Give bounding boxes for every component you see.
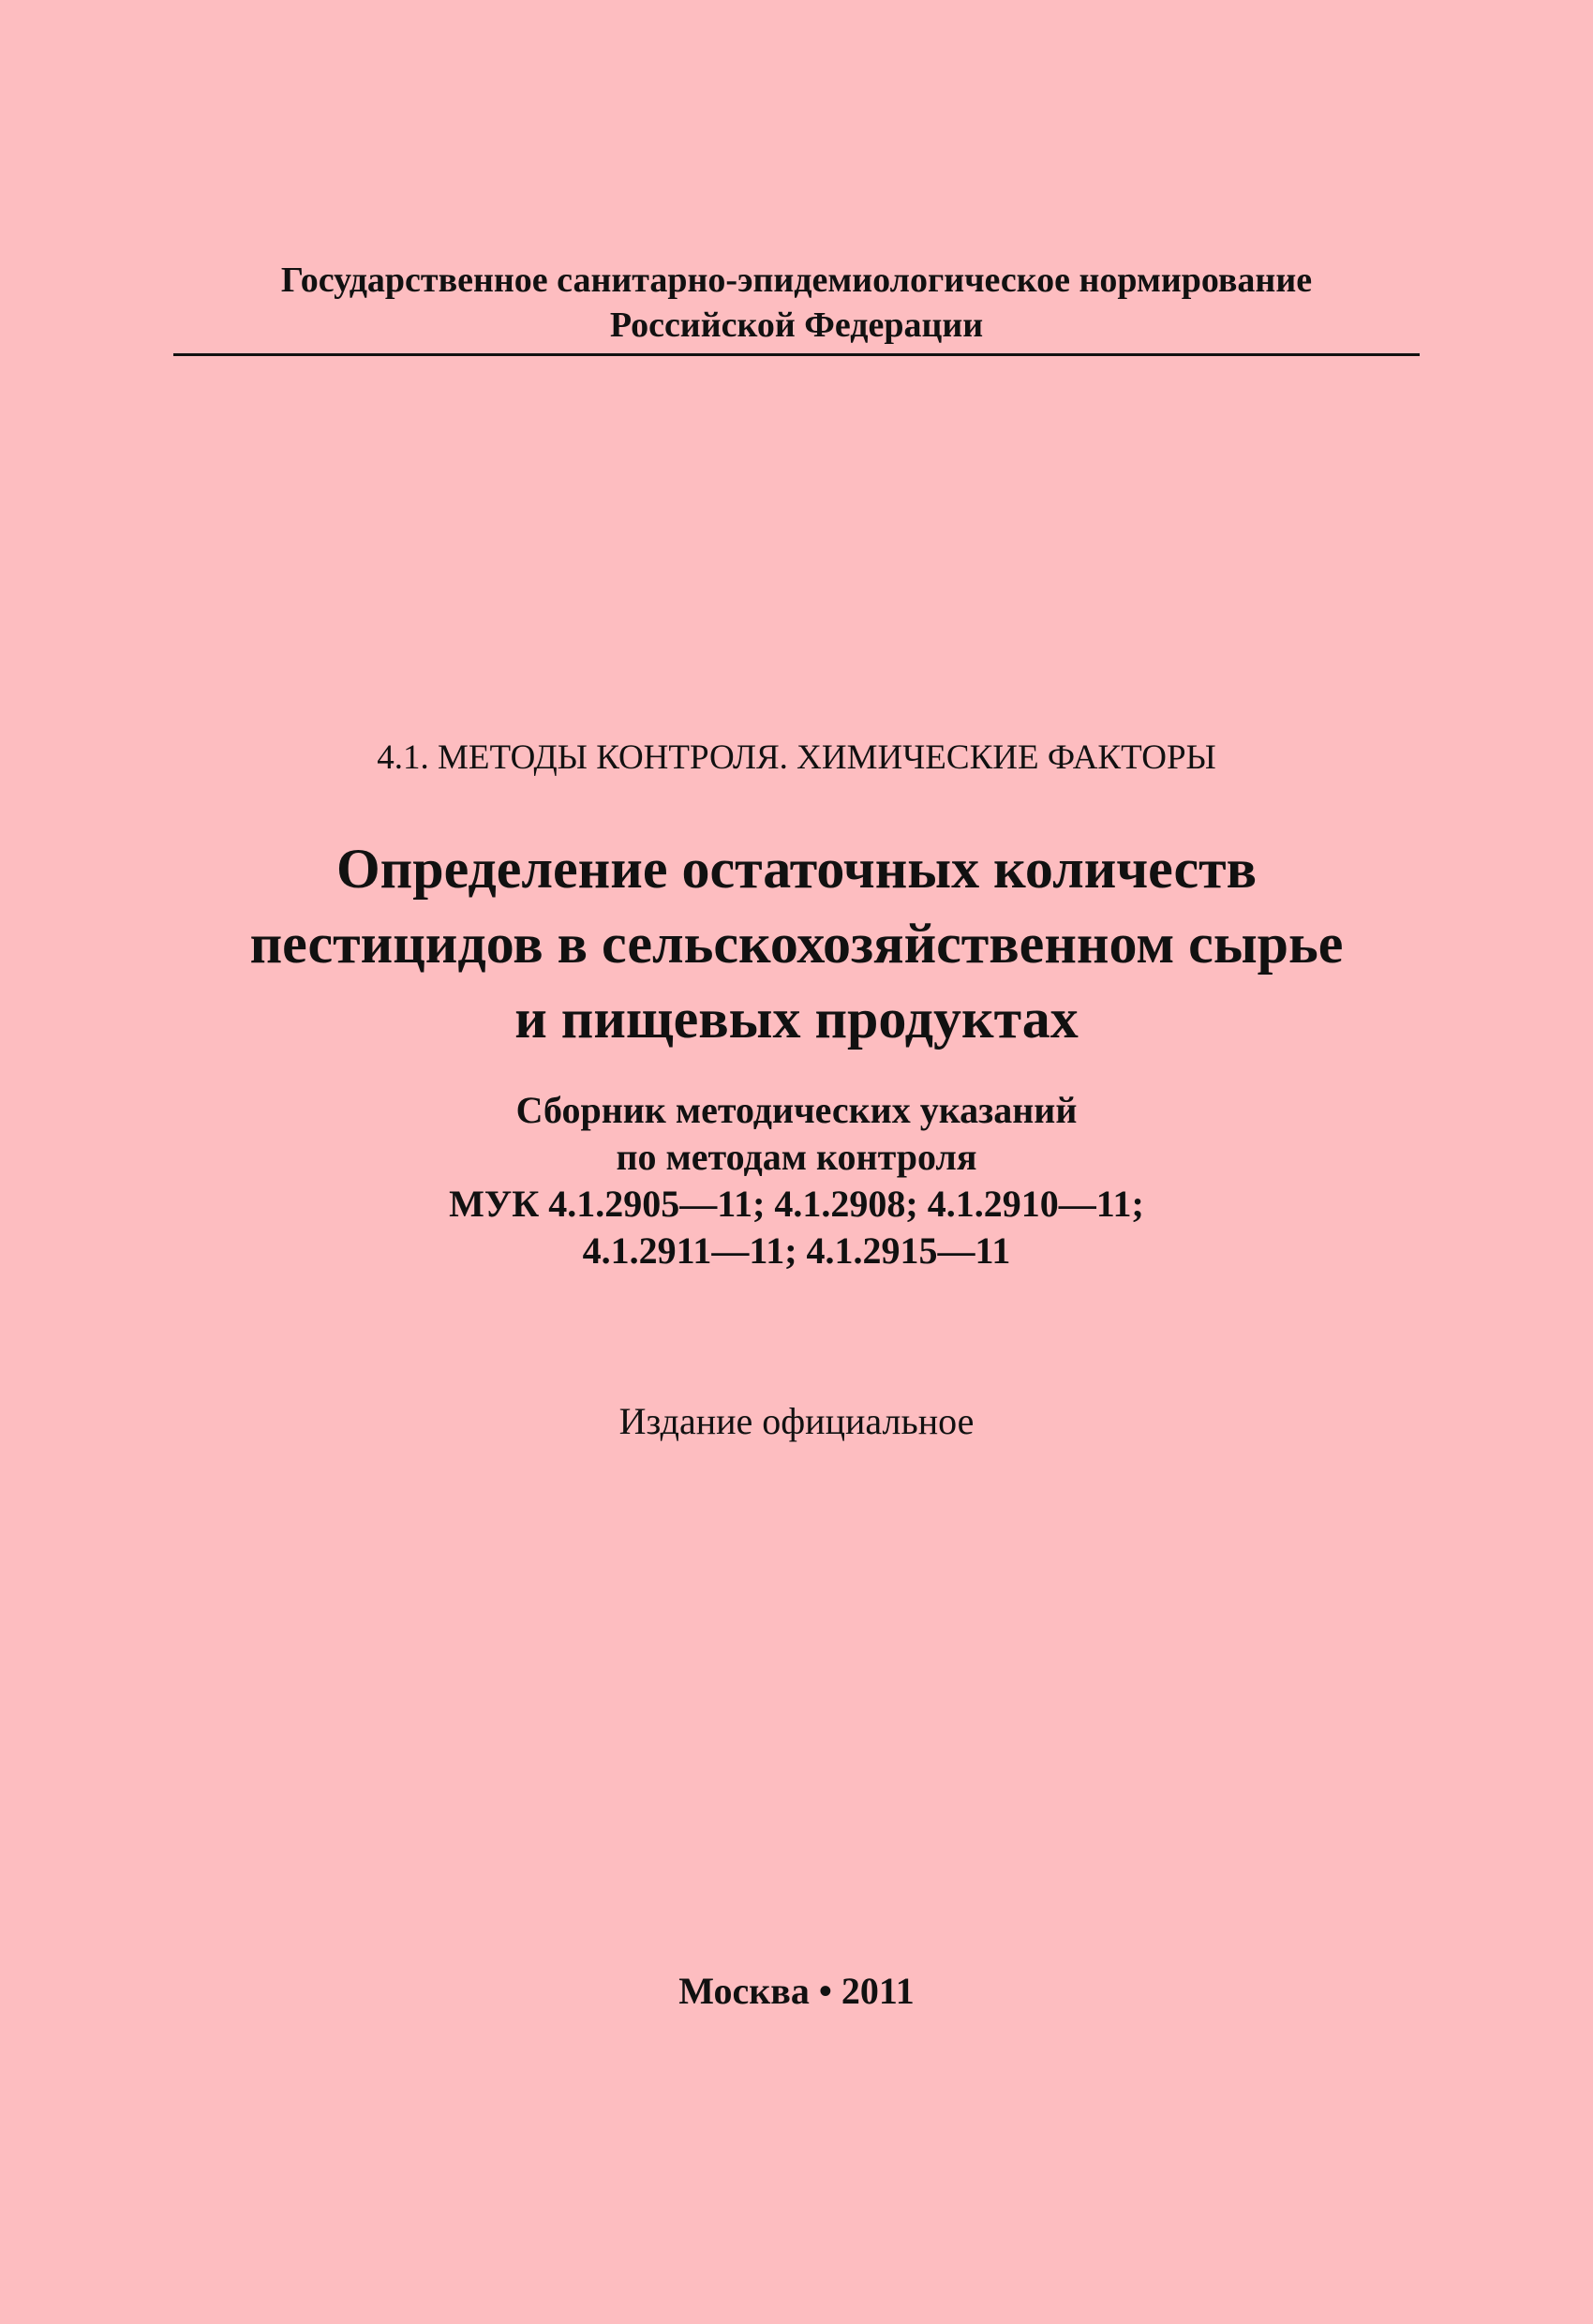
header-divider [173, 353, 1420, 356]
edition-note: Издание официальное [618, 1400, 975, 1442]
title-line-3: и пищевых продуктах [514, 988, 1079, 1050]
document-subtitle [187, 1087, 1406, 1274]
document-title [112, 831, 1481, 1056]
header-line-2: Российской Федерации [609, 305, 984, 345]
subtitle-line-3: МУК 4.1.2905—11; 4.1.2908; 4.1.2910—11; [449, 1183, 1144, 1225]
series-heading: 4.1. МЕТОДЫ КОНТРОЛЯ. ХИМИЧЕСКИЕ ФАКТОРЫ [377, 738, 1216, 777]
subtitle-line-1: Сборник методических указаний [515, 1089, 1078, 1131]
subtitle-line-4: 4.1.2911—11; 4.1.2915—11 [582, 1229, 1011, 1272]
header-line-1: Государственное санитарно-эпидемиологическое нормирование [280, 261, 1313, 300]
title-line-2: пестицидов в сельскохозяйственном сырье [249, 913, 1344, 975]
imprint: Москва • 2011 [678, 1970, 915, 2012]
subtitle-line-2: по методам контроля [616, 1136, 977, 1178]
publisher-header [173, 258, 1420, 348]
title-line-1: Определение остаточных количеств [335, 838, 1258, 900]
